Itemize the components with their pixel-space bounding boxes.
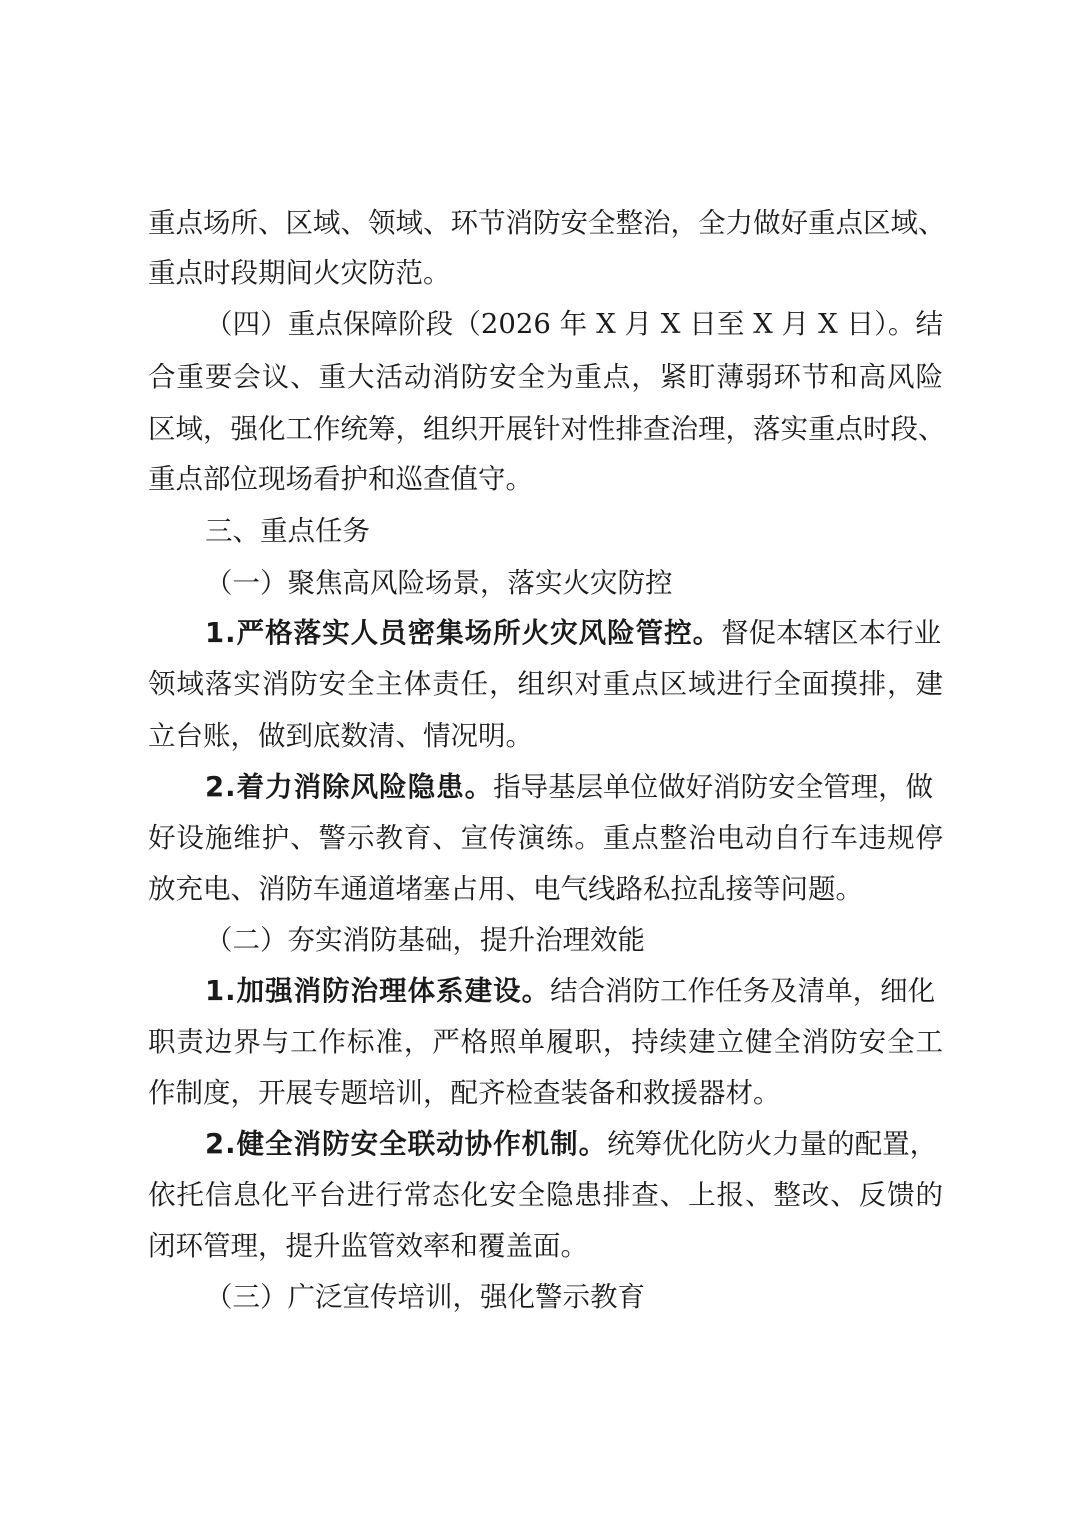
- subsection-heading: [0, 563, 1080, 603]
- item-lead: 1.加强消防治理体系建设。: [205, 975, 551, 1007]
- paragraph-line: [0, 1175, 1080, 1215]
- paragraph-text: 合重要会议、重大活动消防安全为重点，紧盯薄弱环节和高风险: [148, 361, 943, 393]
- item-first-line-text: [205, 767, 943, 807]
- item-rest: 结合消防工作任务及清单，细化: [550, 975, 936, 1007]
- subsection-heading: [0, 920, 1080, 960]
- subsection-heading: [0, 1277, 1080, 1317]
- paragraph-line: [0, 818, 1080, 858]
- subsection-heading-text: （一）聚焦高风险场景，落实火灾防控: [205, 567, 673, 599]
- item-first-line: [0, 971, 1080, 1011]
- item-first-line: [0, 767, 1080, 807]
- paragraph-text: 闭环管理，提升监管效率和覆盖面。: [148, 1230, 588, 1262]
- item-first-line: [0, 613, 1080, 653]
- paragraph-line: [0, 716, 1080, 756]
- paragraph-line: [0, 357, 1080, 397]
- item-first-line: [0, 1124, 1080, 1164]
- section-4-first-line: [0, 304, 1080, 344]
- paragraph-line: [0, 409, 1080, 449]
- paragraph-text: 区域，强化工作统筹，组织开展针对性排查治理，落实重点时段、: [148, 413, 946, 445]
- paragraph-text: 作制度，开展专题培训，配齐检查装备和救援器材。: [148, 1077, 781, 1109]
- paragraph-text: 重点部位现场看护和巡查值守。: [148, 463, 533, 495]
- paragraph-line: [0, 1022, 1080, 1062]
- paragraph-text: 职责边界与工作标准，严格照单履职，持续建立健全消防安全工: [148, 1026, 943, 1058]
- item-first-line-text: [205, 971, 943, 1011]
- paragraph-text: 领域落实消防安全主体责任，组织对重点区域进行全面摸排，建: [148, 668, 943, 700]
- paragraph-text: 好设施维护、警示教育、宣传演练。重点整治电动自行车违规停: [148, 822, 943, 854]
- paragraph-text: 立台账，做到底数清、情况明。: [148, 720, 533, 752]
- item-rest: 指导基层单位做好消防安全管理，做: [493, 771, 934, 803]
- paragraph-text: 放充电、消防车通道堵塞占用、电气线路私拉乱接等问题。: [148, 873, 863, 905]
- subsection-heading-text: （三）广泛宣传培训，强化警示教育: [205, 1281, 645, 1313]
- paragraph-line: [0, 203, 1080, 243]
- subsection-heading-text: （二）夯实消防基础，提升治理效能: [205, 924, 645, 956]
- item-lead: 2.着力消除风险隐患。: [205, 771, 494, 803]
- paragraph-line: [0, 869, 1080, 909]
- paragraph-line: [0, 253, 1080, 293]
- item-rest: 督促本辖区本行业: [721, 617, 942, 649]
- paragraph-text: 重点场所、区域、领域、环节消防安全整治，全力做好重点区域、: [148, 207, 946, 239]
- item-rest: 统筹优化防火力量的配置，: [607, 1128, 938, 1160]
- paragraph-line: [0, 1226, 1080, 1266]
- item-lead: 1.严格落实人员密集场所火灾风险管控。: [205, 617, 722, 649]
- paragraph-text: 依托信息化平台进行常态化安全隐患排查、上报、整改、反馈的: [148, 1179, 943, 1211]
- item-first-line-text: [205, 1124, 943, 1164]
- paragraph-text: 重点时段期间火灾防范。: [148, 257, 451, 289]
- paragraph-line: [0, 664, 1080, 704]
- paragraph-line: [0, 459, 1080, 499]
- paragraph-line: [0, 1073, 1080, 1113]
- item-lead: 2.健全消防安全联动协作机制。: [205, 1128, 608, 1160]
- section-heading-text: 三、重点任务: [205, 515, 370, 547]
- section-heading: [0, 511, 1080, 551]
- section-4-heading-text: （四）重点保障阶段（2026 年 X 月 X 日至 X 月 X 日）。结: [205, 308, 943, 340]
- item-first-line-text: [205, 613, 943, 653]
